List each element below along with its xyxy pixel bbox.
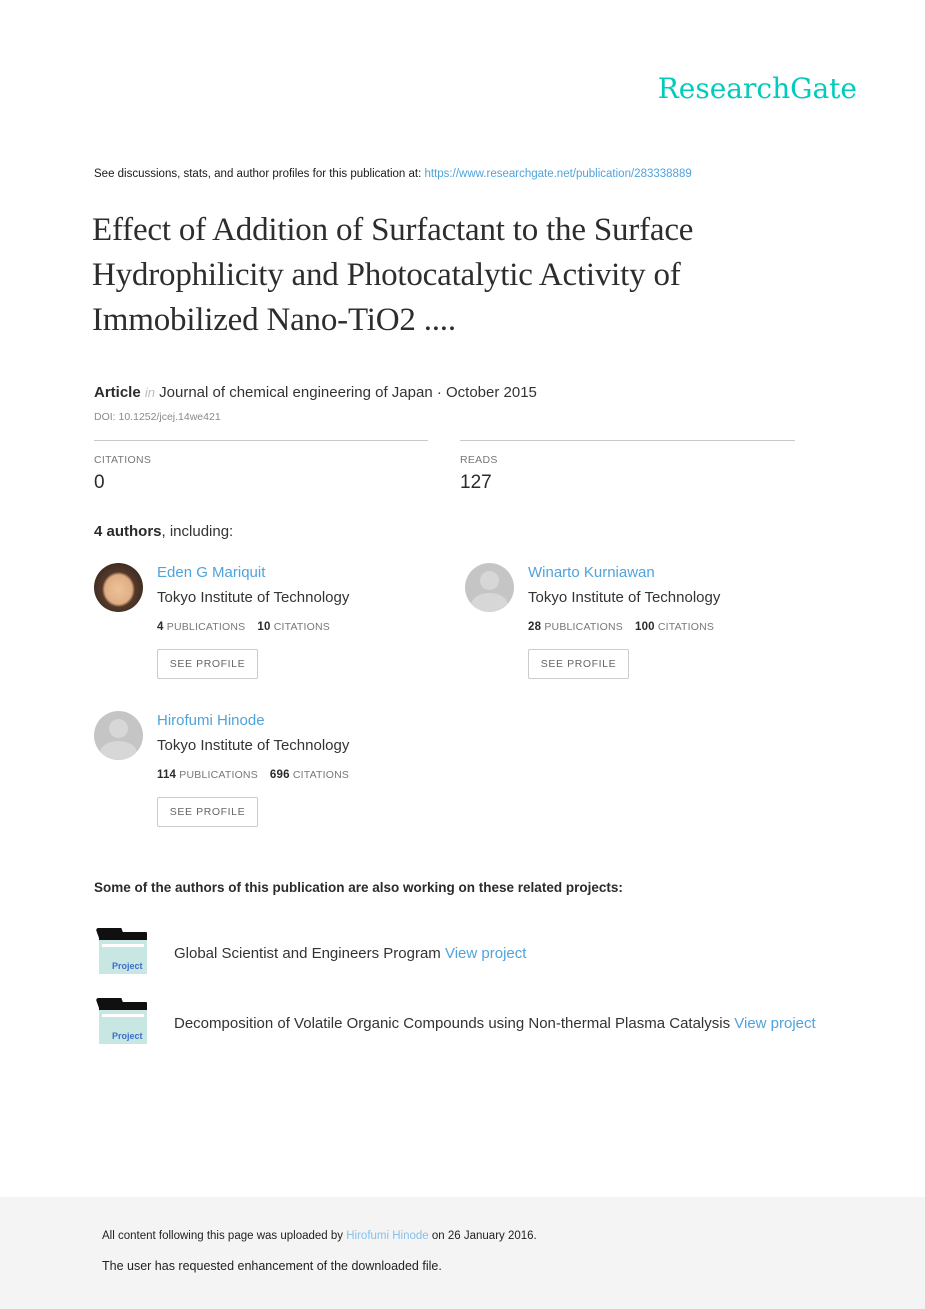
project-title: Global Scientist and Engineers Program (174, 945, 441, 962)
avatar-photo (94, 563, 143, 612)
author-stats (157, 769, 349, 781)
citations-stat (94, 440, 428, 494)
publication-title (92, 208, 693, 343)
see-profile-button[interactable]: SEE PROFILE (157, 649, 258, 679)
view-project-link[interactable]: View project (734, 1015, 816, 1032)
authors-header (94, 523, 233, 540)
authors-including-text: , including: (161, 523, 234, 540)
author-card-winarto-kurniawan (465, 561, 810, 683)
project-title-line (174, 1015, 816, 1032)
article-type-label: Article (94, 384, 141, 401)
title-line-2: Hydrophilicity and Photocatalytic Activity of (92, 257, 681, 293)
avatar-silhouette-icon (465, 563, 514, 612)
author-affiliation: Tokyo Institute of Technology (157, 737, 350, 754)
reads-value: 127 (460, 472, 492, 493)
citations-label: CITATIONS (273, 621, 330, 633)
view-project-link[interactable]: View project (444, 945, 527, 962)
uploaded-by-prefix: All content following this page was uploaded by (102, 1230, 344, 1242)
upload-notice-footer (0, 1197, 925, 1309)
publications-count: 114 (157, 769, 177, 781)
publication-url-link[interactable]: https://www.researchgate.net/publication/283338889 (424, 168, 692, 180)
folder-label: Project (112, 961, 143, 971)
see-profile-button[interactable]: SEE PROFILE (157, 797, 258, 827)
researchgate-logo: ResearchGate (657, 72, 857, 105)
publications-label: PUBLICATIONS (179, 769, 258, 781)
reads-label: READS (460, 454, 498, 466)
publications-label: PUBLICATIONS (166, 621, 246, 633)
author-stats (528, 621, 714, 633)
publications-label: PUBLICATIONS (544, 621, 623, 633)
uploaded-by-suffix: on 26 January 2016. (431, 1230, 537, 1242)
citations-count: 696 (269, 769, 290, 781)
journal-name: Journal of chemical engineering of Japan · October 2015 (159, 384, 537, 401)
project-folder-icon (99, 928, 150, 974)
authors-count: 4 authors (94, 523, 162, 540)
author-affiliation: Tokyo Institute of Technology (528, 589, 721, 606)
author-card-hirofumi-hinode (94, 709, 439, 831)
meta-in-word: in (144, 385, 155, 400)
publications-count: 4 (157, 621, 164, 633)
author-name-link[interactable]: Winarto Kurniawan (528, 564, 655, 581)
see-profile-button[interactable]: SEE PROFILE (528, 649, 629, 679)
silhouette-head (480, 571, 499, 590)
avatar-silhouette-icon (94, 711, 143, 760)
article-meta (94, 384, 537, 401)
citations-label: CITATIONS (657, 621, 715, 633)
citations-label: CITATIONS (94, 454, 152, 466)
see-discussions-text: See discussions, stats, and author profiles for this publication at: (94, 168, 422, 180)
see-discussions-line (94, 168, 692, 180)
citations-count: 100 (634, 621, 655, 633)
uploaded-by-line (102, 1230, 537, 1242)
silhouette-head (109, 719, 128, 738)
title-line-3: Immobilized Nano-TiO2 .... (92, 302, 456, 338)
folder-label: Project (112, 1031, 143, 1041)
citations-value: 0 (94, 472, 105, 493)
author-name-link[interactable]: Hirofumi Hinode (157, 712, 265, 729)
title-line-1: Effect of Addition of Surfactant to the Surface (92, 212, 694, 248)
publications-count: 28 (528, 621, 542, 633)
author-card-eden-mariquit (94, 561, 439, 683)
citations-label: CITATIONS (292, 769, 350, 781)
enhancement-request-line: The user has requested enhancement of the downloaded file. (102, 1259, 442, 1273)
project-folder-icon (99, 998, 150, 1044)
project-title-line (174, 945, 526, 962)
silhouette-shoulders (100, 741, 137, 760)
project-row (99, 998, 869, 1046)
project-row (99, 928, 869, 976)
doi-text: DOI: 10.1252/jcej.14we421 (94, 411, 221, 423)
uploader-name-link[interactable]: Hirofumi Hinode (346, 1230, 429, 1242)
author-stats (157, 621, 330, 633)
author-affiliation: Tokyo Institute of Technology (157, 589, 350, 606)
project-title: Decomposition of Volatile Organic Compounds using Non-thermal Plasma Catalysis (174, 1015, 731, 1032)
citations-count: 10 (257, 621, 271, 633)
silhouette-shoulders (471, 593, 508, 612)
related-projects-header: Some of the authors of this publication are also working on these related projects: (94, 880, 623, 895)
author-name-link[interactable]: Eden G Mariquit (157, 564, 266, 581)
reads-stat (460, 440, 795, 494)
